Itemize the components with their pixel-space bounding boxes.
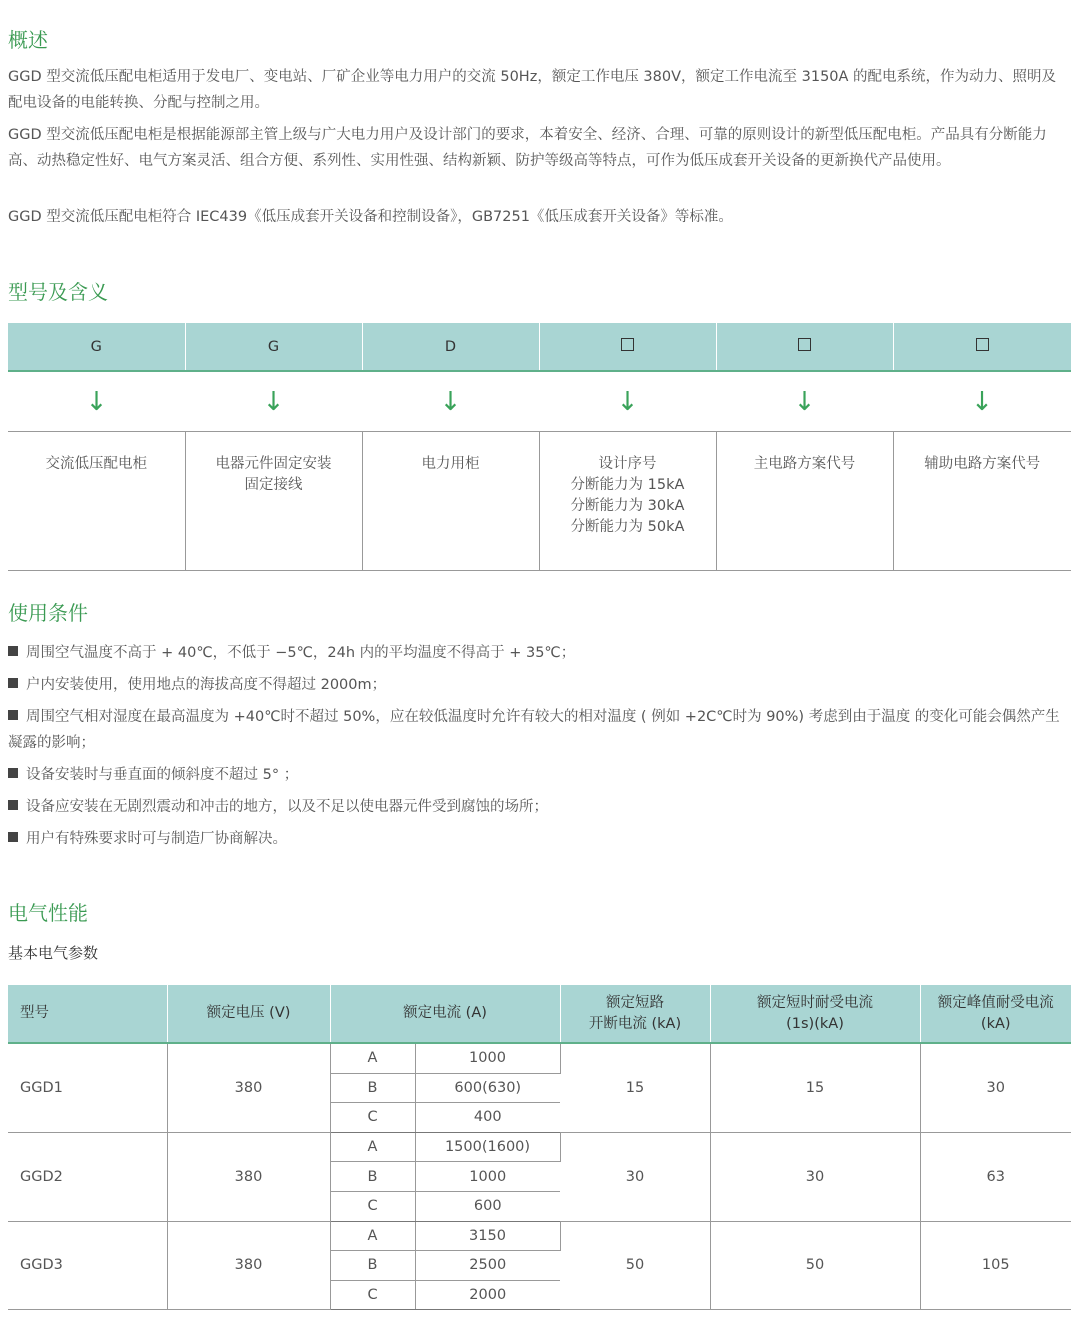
- table-row: [8, 1132, 1071, 1162]
- meaning-cell-3: [362, 432, 539, 571]
- meaning-line: 设计序号: [598, 456, 657, 472]
- current-value-cell: 1500(1600): [415, 1132, 560, 1162]
- current-class-cell: B: [330, 1162, 415, 1192]
- meaning-line: 交流低压配电柜: [45, 456, 147, 472]
- square-bullet-icon: [8, 678, 18, 688]
- square-bullet-icon: [8, 800, 18, 810]
- square-bullet-icon: [8, 832, 18, 842]
- meaning-line: 电器元件固定安装: [215, 456, 332, 472]
- model-code-4: [539, 323, 716, 371]
- voltage-cell: 380: [167, 1132, 330, 1221]
- breaking-cell: 30: [560, 1132, 710, 1221]
- square-bullet-icon: [8, 768, 18, 778]
- list-item: 周围空气相对湿度在最高温度为 +40℃时不超过 50%，应在较低温度时允许有较大的相对温度 ( 例如 +2C℃时为 90%) 考虑到由于温度 的变化可能会偶然产生凝露的影响；: [8, 709, 1060, 751]
- header-peak: 额定峰值耐受电流 (kA): [920, 985, 1071, 1043]
- meaning-line: 固定接线: [244, 477, 303, 493]
- model-code-1: G: [8, 323, 185, 371]
- meaning-cell-5: [716, 432, 893, 571]
- model-code-5: [716, 323, 893, 371]
- down-arrow-icon: ↓: [262, 386, 285, 417]
- down-arrow-icon: ↓: [793, 386, 816, 417]
- overview-paragraph-2: GGD 型交流低压配电柜是根据能源部主管上级与广大电力用户及设计部门的要求，本着安全、经济、合理、可靠的原则设计的新型低压配电柜。产品具有分断能力高、动热稳定性好、电气方案灵活、组合方便、系列性、实用性强、结构新颖、防护等级高等特点，可作为低压成套开关设备的更新换代产品使用。: [8, 127, 1047, 169]
- electrical-table: [8, 985, 1071, 1310]
- voltage-cell: 380: [167, 1043, 330, 1132]
- list-item: 用户有特殊要求时可与制造厂协商解决。: [8, 826, 1070, 852]
- model-cell: GGD1: [8, 1043, 167, 1132]
- current-class-cell: B: [330, 1073, 415, 1103]
- current-class-cell: C: [330, 1280, 415, 1310]
- current-class-cell: A: [330, 1221, 415, 1251]
- table-row: [8, 1043, 1071, 1073]
- meaning-line: 辅助电路方案代号: [924, 456, 1041, 472]
- header-model: 型号: [8, 985, 167, 1043]
- current-class-cell: B: [330, 1251, 415, 1281]
- current-class-cell: A: [330, 1043, 415, 1073]
- short-time-cell: 30: [710, 1132, 920, 1221]
- peak-cell: 30: [920, 1043, 1071, 1132]
- list-item: 设备安装时与垂直面的倾斜度不超过 5° ；: [8, 762, 1070, 788]
- electrical-title: 电气性能: [8, 901, 88, 925]
- meaning-line: 分断能力为 15kA: [570, 477, 685, 493]
- current-value-cell: 2000: [415, 1280, 560, 1310]
- peak-cell: 105: [920, 1221, 1071, 1310]
- meaning-line: 主电路方案代号: [753, 456, 856, 472]
- meaning-cell-2: [185, 432, 362, 571]
- down-arrow-icon: ↓: [439, 386, 462, 417]
- model-code-6: [893, 323, 1071, 371]
- square-bullet-icon: [8, 646, 18, 656]
- meaning-cell-4: [539, 432, 716, 571]
- meaning-cell-1: [8, 432, 185, 571]
- down-arrow-icon: ↓: [85, 386, 108, 417]
- model-code-3: D: [362, 323, 539, 371]
- table-row: [8, 1221, 1071, 1251]
- current-value-cell: 3150: [415, 1221, 560, 1251]
- meaning-cell-6: [893, 432, 1071, 571]
- model-cell: GGD3: [8, 1221, 167, 1310]
- list-item: 周围空气温度不高于 + 40℃，不低于 −5℃，24h 内的平均温度不得高于 + 35℃；: [8, 640, 1070, 666]
- short-time-cell: 15: [710, 1043, 920, 1132]
- current-class-cell: A: [330, 1132, 415, 1162]
- arrow-row: [8, 371, 1071, 432]
- current-value-cell: 600(630): [415, 1073, 560, 1103]
- placeholder-box-icon: [621, 338, 634, 351]
- conditions-title: 使用条件: [8, 601, 88, 625]
- current-class-cell: C: [330, 1103, 415, 1133]
- overview-paragraph-3: GGD 型交流低压配电柜符合 IEC439《低压成套开关设备和控制设备》，GB7251《低压成套开关设备》等标准。: [8, 209, 733, 225]
- down-arrow-icon: ↓: [616, 386, 639, 417]
- square-bullet-icon: [8, 710, 18, 720]
- model-code-2: G: [185, 323, 362, 371]
- placeholder-box-icon: [976, 338, 989, 351]
- model-cell: GGD2: [8, 1132, 167, 1221]
- breaking-cell: 15: [560, 1043, 710, 1132]
- header-short-time: 额定短时耐受电流 (1s)(kA): [710, 985, 920, 1043]
- breaking-cell: 50: [560, 1221, 710, 1310]
- current-value-cell: 1000: [415, 1162, 560, 1192]
- current-value-cell: 600: [415, 1191, 560, 1221]
- overview-paragraph-1: GGD 型交流低压配电柜适用于发电厂、变电站、厂矿企业等电力用户的交流 50Hz，额定工作电压 380V，额定工作电流至 3150A 的配电系统，作为动力、照明及配电设备的电能转换、分配与控制之用。: [8, 69, 1057, 111]
- electrical-subtitle: 基本电气参数: [8, 944, 99, 962]
- meaning-line: 分断能力为 30kA: [570, 498, 685, 514]
- voltage-cell: 380: [167, 1221, 330, 1310]
- list-item: 设备应安装在无剧烈震动和冲击的地方，以及不足以使电器元件受到腐蚀的场所；: [8, 794, 1070, 820]
- header-voltage: 额定电压 (V): [167, 985, 330, 1043]
- short-time-cell: 50: [710, 1221, 920, 1310]
- model-code-row: [8, 323, 1071, 371]
- current-value-cell: 400: [415, 1103, 560, 1133]
- model-meaning-table: [8, 323, 1071, 571]
- placeholder-box-icon: [798, 338, 811, 351]
- conditions-list: [8, 640, 1070, 858]
- peak-cell: 63: [920, 1132, 1071, 1221]
- meaning-line: 分断能力为 50kA: [570, 519, 685, 535]
- model-meaning-title: 型号及含义: [8, 280, 108, 304]
- down-arrow-icon: ↓: [971, 386, 993, 417]
- header-current: 额定电流 (A): [330, 985, 560, 1043]
- table-header-row: [8, 985, 1071, 1043]
- meaning-row: [8, 432, 1071, 571]
- list-item: 户内安装使用，使用地点的海拔高度不得超过 2000m；: [8, 672, 1070, 698]
- current-value-cell: 1000: [415, 1043, 560, 1073]
- overview-title: 概述: [8, 28, 48, 52]
- meaning-line: 电力用柜: [421, 456, 480, 472]
- current-class-cell: C: [330, 1191, 415, 1221]
- current-value-cell: 2500: [415, 1251, 560, 1281]
- header-breaking: 额定短路 开断电流 (kA): [560, 985, 710, 1043]
